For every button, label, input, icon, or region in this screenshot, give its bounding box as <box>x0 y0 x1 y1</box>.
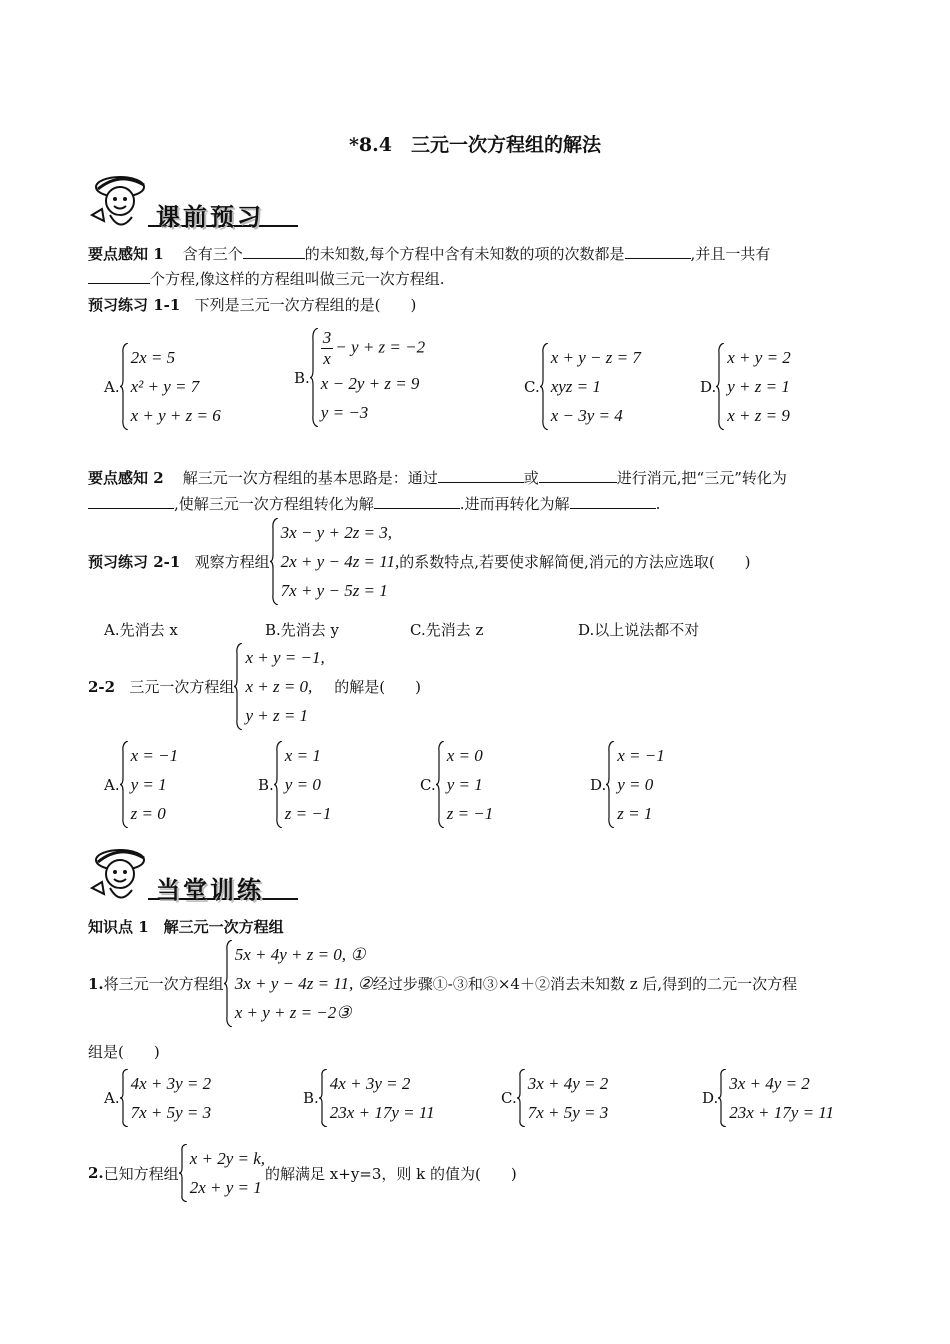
equation: y = 0 <box>617 775 654 794</box>
text: ,并且一共有 <box>690 245 771 263</box>
question-text: 的解是( ) <box>334 678 421 696</box>
key-point-1 <box>88 243 868 265</box>
equation: 23x + 17y = 11 <box>729 1103 835 1122</box>
option-label: D. <box>702 1089 719 1107</box>
fraction-denominator: x <box>323 349 331 368</box>
question-text: 三元一次方程组 <box>129 678 235 696</box>
equation: x + y + z = 6 <box>130 406 221 425</box>
question-text: 组是( ) <box>88 1043 160 1061</box>
equation: z = 1 <box>617 804 653 823</box>
option-a <box>104 1069 211 1127</box>
option-a <box>104 741 178 828</box>
equation: 5x + 4y + z = 0, ① <box>234 945 366 964</box>
exercise-1-1 <box>88 294 868 316</box>
brace-icon <box>716 343 724 430</box>
blank <box>438 468 524 483</box>
brace-icon <box>436 741 444 828</box>
equation: x + y + z = −2③ <box>234 1003 352 1022</box>
question-text: 的解满足 x+y=3，则 k 的值为( ) <box>265 1164 517 1183</box>
option-label: A. <box>104 377 120 396</box>
text: . <box>655 495 661 513</box>
blank <box>243 244 305 259</box>
equation: z = 0 <box>130 804 166 823</box>
equation: y = −3 <box>320 403 369 422</box>
question-number: 2. <box>88 1164 104 1182</box>
equation: x + z = 9 <box>727 406 790 425</box>
equation: x + y − z = 7 <box>550 348 641 367</box>
brace-icon <box>179 1144 187 1202</box>
option-label: A. <box>104 1089 120 1107</box>
question-text: 观察方程组 <box>194 553 270 571</box>
exercise-label: 2-2 <box>88 677 116 696</box>
knowledge-point-heading: 知识点 1 解三元一次方程组 <box>88 918 284 936</box>
equation: y + z = 1 <box>727 377 790 396</box>
blank <box>374 494 460 509</box>
option-c: C.先消去 z <box>410 621 484 639</box>
question-number: 1. <box>88 974 104 993</box>
equation: x + y = 2 <box>727 348 791 367</box>
brace-icon <box>319 1069 327 1127</box>
question-text: 已知方程组 <box>103 1164 179 1183</box>
option-label: C. <box>524 377 540 396</box>
blank <box>570 494 656 509</box>
equation: 23x + 17y = 11 <box>329 1103 435 1122</box>
option-d: D.以上说法都不对 <box>578 621 700 639</box>
fraction-numerator: 3 <box>322 328 332 347</box>
question-text: 经过步骤①-③和③×4＋②消去未知数 z 后,得到的二元一次方程 <box>372 975 798 993</box>
banner-title: 课前预习 <box>156 203 264 231</box>
section-banner-practice <box>88 838 288 908</box>
option-c <box>501 1069 608 1127</box>
equation: 3x + 4y = 2 <box>729 1074 810 1093</box>
question-1 <box>88 940 878 1027</box>
brace-icon <box>310 328 318 427</box>
banner-title: 当堂训练 <box>156 876 264 904</box>
equation: x² + y = 7 <box>130 377 200 396</box>
question-text: 下列是三元一次方程组的是( ) <box>194 296 417 314</box>
equation: x = 1 <box>284 746 321 765</box>
equation: y = 0 <box>284 775 321 794</box>
brace-icon <box>718 1069 726 1127</box>
brace-icon <box>120 1069 128 1127</box>
equation: 3x + y − 4z = 11, ② <box>234 974 373 993</box>
equation: x − 2y + z = 9 <box>320 374 420 393</box>
blank <box>88 494 174 509</box>
equation: 7x + 5y = 3 <box>527 1103 609 1122</box>
option-label: D. <box>700 377 717 396</box>
key-point-2-cont <box>88 493 868 515</box>
exercise-label: 预习练习 2-1 <box>88 553 181 571</box>
page-title: *8.4 三元一次方程组的解法 <box>349 134 601 156</box>
blank <box>539 468 617 483</box>
equation: x + y = −1, <box>245 648 325 667</box>
question-2 <box>88 1144 878 1202</box>
equation: x − 3y = 4 <box>550 406 623 425</box>
text: 或 <box>523 469 539 487</box>
text: 解三元一次方程组的基本思路是：通过 <box>182 469 438 487</box>
equation: z = −1 <box>446 804 494 823</box>
equation: 2x + y = 1 <box>189 1178 262 1197</box>
equation: y = 1 <box>130 775 167 794</box>
option-label: D. <box>590 775 607 794</box>
option-label: A. <box>104 775 120 794</box>
equation: 2x = 5 <box>130 348 176 367</box>
equation: x + z = 0, <box>245 677 313 696</box>
exercise-2-2 <box>88 643 421 730</box>
blank <box>88 269 150 284</box>
option-d <box>590 741 665 828</box>
option-label: C. <box>501 1089 517 1107</box>
exercise-2-1 <box>88 518 878 605</box>
equation: 7x + y − 5z = 1 <box>280 581 388 600</box>
equation: y = 1 <box>446 775 483 794</box>
brace-icon <box>606 741 614 828</box>
text: .进而再转化为解 <box>459 495 570 513</box>
option-c <box>524 343 641 430</box>
text: ,使解三元一次方程组转化为解 <box>174 495 374 513</box>
equation: x + 2y = k, <box>189 1149 266 1168</box>
brace-icon <box>120 343 128 430</box>
equation: 3x − y + 2z = 3, <box>280 523 393 542</box>
option-a <box>104 343 221 430</box>
option-label: B. <box>303 1089 319 1107</box>
option-b <box>258 741 331 828</box>
question-text: 将三元一次方程组 <box>103 975 224 993</box>
brace-icon <box>270 518 278 605</box>
text: 的未知数,每个方程中含有未知数的项的次数都是 <box>304 245 625 263</box>
text: 进行消元,把“三元”转化为 <box>616 469 787 487</box>
blank <box>625 244 691 259</box>
equation <box>321 328 425 369</box>
equation: 4x + 3y = 2 <box>130 1074 212 1093</box>
key-point-label: 要点感知 1 <box>88 245 164 263</box>
exercise-label: 预习练习 1-1 <box>88 296 181 314</box>
equation: 7x + 5y = 3 <box>130 1103 212 1122</box>
question-text: 的系数特点,若要使求解简便,消元的方法应选取( ) <box>399 553 751 571</box>
brace-icon <box>274 741 282 828</box>
brace-icon <box>224 940 232 1027</box>
brace-icon <box>234 643 242 730</box>
equation: y + z = 1 <box>245 706 309 725</box>
key-point-2 <box>88 467 868 489</box>
option-label: B. <box>258 775 274 794</box>
text: 含有三个 <box>182 245 243 263</box>
equation: x = −1 <box>617 746 665 765</box>
key-point-1-cont <box>88 268 868 290</box>
equation: xyz = 1 <box>550 377 601 396</box>
option-b <box>303 1069 435 1127</box>
option-label: B. <box>294 368 310 387</box>
option-c <box>420 741 493 828</box>
brace-icon <box>540 343 548 430</box>
equation: 4x + 3y = 2 <box>329 1074 411 1093</box>
option-b <box>294 328 425 427</box>
option-label: C. <box>420 775 436 794</box>
option-a: A.先消去 x <box>104 621 178 639</box>
option-d <box>700 343 791 430</box>
equation-rest: − y + z = −2 <box>335 337 426 357</box>
option-b: B.先消去 y <box>265 621 340 639</box>
equation: z = −1 <box>284 804 332 823</box>
equation: x = 0 <box>446 746 483 765</box>
option-d <box>702 1069 834 1127</box>
key-point-label: 要点感知 2 <box>88 469 164 487</box>
equation: x = −1 <box>130 746 179 765</box>
equation: 3x + 4y = 2 <box>527 1074 609 1093</box>
text: 个方程,像这样的方程组叫做三元一次方程组. <box>150 270 445 288</box>
brace-icon <box>120 741 128 828</box>
brace-icon <box>517 1069 525 1127</box>
equation: 2x + y − 4z = 11, <box>280 552 400 571</box>
section-banner-preview <box>88 165 288 235</box>
